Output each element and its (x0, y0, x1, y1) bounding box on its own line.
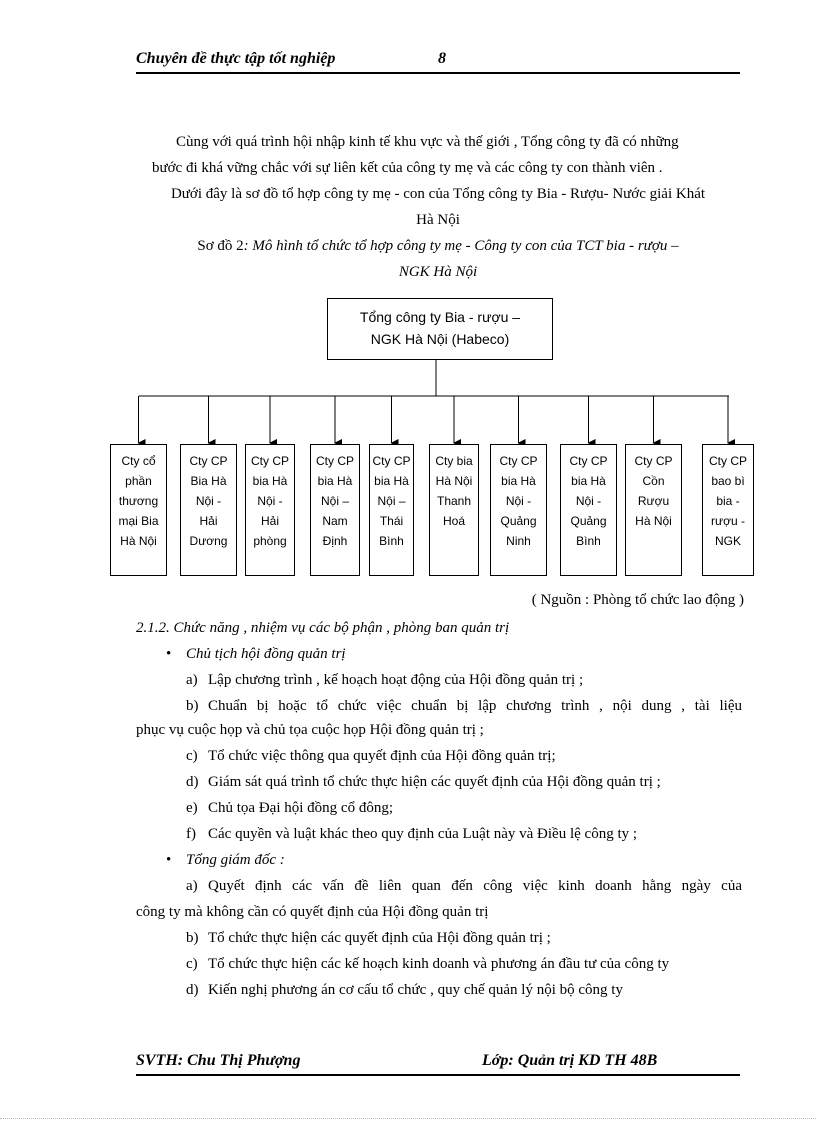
org-subsidiary-line: bia Hà (374, 474, 409, 488)
source-note: ( Nguồn : Phòng tổ chức lao động ) (531, 592, 744, 608)
section-title: 2.1.2. Chức năng , nhiệm vụ các bộ phận , phòng ban quản trị (136, 620, 510, 636)
figure-caption-title: : Mô hình tổ chức tổ hợp công ty mẹ - Công ty con của TCT bia - rượu – (243, 238, 679, 254)
chairman-heading: • Chủ tịch hội đồng quản trị (186, 646, 346, 663)
ceo-item-d (186, 982, 623, 999)
org-subsidiary-line: Nam (322, 514, 348, 528)
org-subsidiary-line: Quảng (500, 514, 537, 528)
item-mark: a) (186, 672, 198, 688)
item-text: Kiến nghị phương án cơ cấu tổ chức , quy chế quản lý nội bộ công ty (208, 982, 623, 998)
ceo-item-a (186, 878, 742, 895)
item-text: Tổ chức thực hiện các quyết định của Hội đồng quản trị ; (208, 930, 551, 946)
intro-line-2: bước đi khá vững chắc với sự liên kết của công ty mẹ và các công ty con thành viên . (152, 160, 663, 176)
org-subsidiary-line: Cty CP (372, 454, 411, 468)
org-subsidiary-line: Định (322, 534, 348, 548)
chairman-item-d (186, 774, 661, 791)
org-subsidiary-line: Hải (260, 514, 279, 528)
ceo-item-c (186, 956, 669, 973)
class-name: Lớp: Quản trị KD TH 48B (482, 1052, 658, 1069)
org-subsidiary-line: Bia Hà (190, 474, 227, 488)
org-subsidiary-line: bia - (716, 494, 740, 508)
document-title: Chuyên đề thực tập tốt nghiệp (136, 50, 336, 67)
org-subsidiary-box (110, 444, 167, 576)
org-subsidiary-line: Hà Nội (120, 534, 157, 548)
org-subsidiary-line: Nội - (257, 494, 283, 508)
intro-line-3: Dưới đây là sơ đồ tổ hợp công ty mẹ - con của Tổng công ty Bia - Rượu- Nước giải Khát (170, 186, 706, 202)
org-subsidiary-line: Cty CP (499, 454, 538, 468)
page-footer (136, 1052, 740, 1076)
org-subsidiary-line: Bình (379, 534, 404, 548)
org-subsidiary-line: Nội - (195, 494, 222, 508)
org-subsidiary-line: Cty CP (189, 454, 228, 468)
org-subsidiary-line: Nội - (505, 494, 532, 508)
item-mark: b) (186, 930, 199, 946)
org-subsidiary-line: Dương (189, 534, 228, 548)
intro-line-4: Hà Nội (416, 212, 460, 228)
item-mark: c) (186, 748, 198, 764)
chairman-item-b (186, 698, 742, 715)
org-subsidiary-line: Nội - (575, 494, 602, 508)
figure-caption-line-2: NGK Hà Nội (398, 264, 478, 280)
org-subsidiary-line: Ninh (506, 534, 531, 548)
org-subsidiary-line: Quảng (570, 514, 607, 528)
chairman-item-f (186, 826, 637, 843)
org-subsidiary-box (369, 444, 414, 576)
org-subsidiary-line: Nội – (377, 494, 406, 508)
org-subsidiary-line: Hải (199, 514, 218, 528)
org-subsidiary-line: Cty CP (250, 454, 289, 468)
org-subsidiary-box (310, 444, 360, 576)
org-subsidiary-line: Hà Nội (635, 514, 672, 528)
org-subsidiary-line: bia Hà (571, 474, 606, 488)
org-subsidiary-line: Cty cổ (121, 454, 156, 468)
org-subsidiary-line: Hoá (442, 514, 465, 528)
org-subsidiary-line: Cty bia (435, 454, 473, 468)
org-subsidiary-box (180, 444, 237, 576)
chairman-item-c (186, 748, 556, 765)
org-subsidiary-line: thương (118, 494, 159, 508)
org-subsidiary-line: rượu - (711, 514, 745, 528)
org-subsidiary-box (560, 444, 617, 576)
item-text: Quyết định các vấn đề liên quan đến công việc kinh doanh hằng ngày của (208, 878, 742, 894)
item-mark: a) (186, 878, 198, 894)
org-subsidiary-line: mại Bia (118, 514, 159, 528)
student-name: SVTH: Chu Thị Phượng (136, 1052, 301, 1069)
org-root-box (327, 298, 553, 360)
org-subsidiary-line: bia Hà (501, 474, 536, 488)
org-subsidiary-box (702, 444, 754, 576)
ceo-item-a-cont: công ty mà không cần có quyết định của Hội đồng quản trị (136, 904, 489, 920)
ceo-item-b (186, 930, 551, 947)
org-subsidiary-line: Thanh (436, 494, 472, 508)
org-root-line-1: Tổng công ty Bia - rượu – (359, 309, 521, 325)
item-text: Chủ tọa Đại hội đồng cổ đông; (208, 800, 393, 816)
org-subsidiary-line: Thái (379, 514, 404, 528)
org-subsidiary-line: Nội – (320, 494, 349, 508)
item-mark: d) (186, 982, 199, 998)
item-mark: c) (186, 956, 198, 972)
org-root-line-2: NGK Hà Nội (Habeco) (370, 331, 510, 347)
item-text: Các quyền và luật khác theo quy định của Luật này và Điều lệ công ty ; (208, 826, 638, 842)
org-subsidiary-line: Cty CP (634, 454, 673, 468)
org-subsidiary-line: bia Hà (317, 474, 353, 488)
intro-line-1: Cùng với quá trình hội nhập kinh tế khu vực và thế giới , Tổng công ty đã có những (176, 134, 679, 150)
org-subsidiary-line: phần (125, 474, 152, 488)
item-text: Chuẩn bị hoặc tổ chức việc chuẩn bị lập chương trình , nội dung , tài liệu (208, 698, 742, 714)
org-subsidiary-box (490, 444, 547, 576)
org-subsidiary-line: Cty CP (708, 454, 747, 468)
item-mark: d) (186, 774, 199, 790)
org-subsidiary-line: phòng (253, 534, 287, 548)
org-subsidiary-box (245, 444, 295, 576)
org-subsidiary-line: bia Hà (252, 474, 288, 488)
ceo-heading: • Tổng giám đốc : (186, 852, 285, 869)
item-mark: f) (186, 826, 196, 842)
chairman-item-e (186, 800, 393, 817)
org-subsidiary-line: bao bì (711, 474, 745, 488)
org-subsidiary-box (625, 444, 682, 576)
item-text: Tổ chức thực hiện các kế hoạch kinh doanh và phương án đầu tư của công ty (208, 956, 670, 972)
org-subsidiary-box (429, 444, 479, 576)
item-text: Lập chương trình , kế hoạch hoạt động của Hội đồng quản trị ; (208, 672, 584, 688)
org-subsidiary-line: Hà Nội (435, 474, 473, 488)
org-subsidiary-line: Cty CP (315, 454, 354, 468)
item-text: Giám sát quá trình tổ chức thực hiện các quyết định của Hội đồng quản trị ; (208, 774, 661, 790)
org-subsidiary-line: Bình (576, 534, 601, 548)
figure-caption-prefix: Sơ đồ 2 (197, 238, 244, 254)
page-number: 8 (438, 50, 446, 67)
org-subsidiary-line: Rượu (637, 494, 670, 508)
item-mark: b) (186, 698, 199, 714)
org-subsidiary-line: Cồn (642, 474, 665, 488)
org-subsidiary-line: Cty CP (569, 454, 608, 468)
org-subsidiary-line: NGK (714, 534, 741, 548)
chairman-item-b-cont: phục vụ cuộc họp và chủ tọa cuộc họp Hội đồng quản trị ; (136, 722, 484, 738)
chairman-item-a (186, 672, 583, 689)
item-mark: e) (186, 800, 198, 816)
item-text: Tổ chức việc thông qua quyết định của Hội đồng quản trị; (208, 748, 556, 764)
page-edge (0, 1118, 816, 1119)
